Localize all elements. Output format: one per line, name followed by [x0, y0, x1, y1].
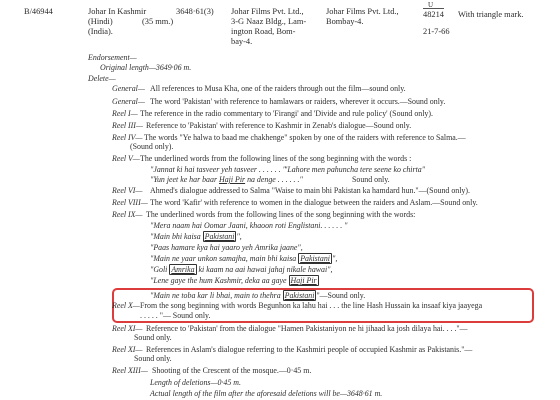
song-line: "Yun jeet ke har baar Haji Pir na denge . . . . . ." — [150, 175, 303, 184]
producer-line-1: Johar Films Pvt. Ltd., — [326, 7, 399, 16]
song-line: "Paas hamare kya hai yaaro yeh Amrika jaane", — [150, 243, 303, 252]
underlined-word: Amrika — [171, 265, 195, 274]
applicant-line-3: ington Road, Bom- — [231, 27, 296, 36]
underlined-word: Pakistani — [300, 254, 330, 263]
producer-line-2: Bombay-4. — [326, 17, 364, 26]
line-text: (Sound only). — [130, 142, 174, 151]
cert-date: 21-7-66 — [423, 27, 450, 36]
delete-heading: Delete— — [88, 74, 116, 83]
line-text: The underlined words from the following lines of the song beginning with the words : — [140, 154, 412, 163]
endorsement-heading: Endorsement— — [88, 53, 137, 62]
line-text: Sound only. — [134, 354, 172, 363]
line-label: Reel XI— — [112, 345, 143, 354]
song-line: "Goli Amrika ki kaam na aai hawai jahaj nikale hawai", — [150, 265, 333, 274]
actual-length: Actual length of the film after the aforesaid deletions will be—3648·61 m. — [150, 389, 383, 398]
line-text: Sound only. — [134, 333, 172, 342]
line-text: All references to Musa Kha, one of the raiders through out the film—sound only. — [150, 84, 406, 93]
line-label: Reel V— — [112, 154, 140, 163]
line-text: The reference in the radio commentary to 'Firangi' and 'Divide and rule policy' (Sound only). — [140, 109, 433, 118]
film-gauge: (35 mm.) — [142, 17, 174, 26]
line-label: Reel XIII— — [112, 366, 148, 375]
line-label: Reel XI— — [112, 324, 143, 333]
line-label: Reel IV— — [112, 133, 143, 142]
applicant-line-4: bay-4. — [231, 37, 253, 46]
line-text: Reference to 'Pakistan' with reference to Kashmir in Zenab's dialogue—Sound only. — [146, 121, 412, 130]
underlined-word: Pakistani — [204, 232, 235, 241]
underlined-word: Pakistani — [284, 291, 315, 300]
deletions-length: Length of deletions—0·45 m. — [150, 378, 241, 387]
line-label: Reel VI— — [112, 186, 143, 195]
song-line: "Lahore men pahuncha tere seene ko chirta" — [284, 165, 426, 174]
film-length: 3648·61(3) — [176, 7, 214, 16]
line-label: Reel VIII— — [112, 198, 148, 207]
song-line: "Mera naam hai Oomar Jaani, khaoon roti Englistani. . . . . . " — [150, 221, 348, 230]
line-text: Shooting of the Crescent of the mosque.—0·45 m. — [152, 366, 312, 375]
line-text: The word 'Pakistan' with reference to hamlawars or raiders, wherever it occurs.—Sound only. — [150, 97, 446, 106]
line-text: Ahmed's dialogue addressed to Salma "Waise to main bhi Pakistan ka hamdard hun."—(Sound only). — [150, 186, 470, 195]
song-line: "Main ne yaar unkon samajha, main bhi kaisa Pakistani ", — [150, 254, 338, 263]
underlined-word: Haji Pir — [290, 276, 317, 285]
line-text: The words "Ye halwa to baad me chakhenge" spoken by one of the raiders with reference to Salma.— — [144, 133, 466, 142]
underlined-word: Haji Pir — [219, 175, 246, 184]
line-text: Reference to 'Pakistan' from the dialogue "Hamen Pakistaniyon ne hi jihaad ka josh dilaya hai. . . ."— — [146, 324, 468, 333]
line-text: The underlined words from the following lines of the song beginning with the words: — [146, 210, 416, 219]
line-text: From the song beginning with words Begunhon ka lahu hai . . . the line Hash Hussain ka insaaf kiya jaayega — [140, 301, 483, 310]
line-text: References in Aslam's dialogue referring to the Kashmiri people of occupied Kashmir as Pakistanis."— — [146, 345, 473, 354]
line-text: . . . . . "— Sound only. — [140, 311, 211, 320]
line-label: Reel III— — [112, 121, 143, 130]
applicant-line-2: 3-G Naaz Bldg., Lam- — [231, 17, 307, 26]
cert-remark: With triangle mark. — [458, 10, 524, 19]
applicant-line-1: Johar Films Pvt. Ltd., — [231, 7, 304, 16]
record-number: B/46944 — [24, 7, 53, 16]
cert-number: 48214 — [423, 10, 444, 19]
song-line: "Main bhi kaisa Pakistani ", — [150, 232, 242, 241]
song-line: "Lene gaye the hum Kashmir, deka aa gaye Haji Pir — [150, 276, 317, 285]
line-label: Reel IX— — [112, 210, 143, 219]
line-label: Reel I— — [112, 109, 138, 118]
song-line: "Jannat ki hai tasveer yeh tasveer . . . . . . " — [150, 165, 286, 174]
film-title: Johar In Kashmir — [88, 7, 147, 16]
line-label: General— — [112, 97, 145, 106]
line-text: The word 'Kafir' with reference to women in the dialogue between the raiders and Aslam.—Sound only. — [150, 198, 478, 207]
song-line: "Main ne toba kar li bhai, main to thehra Pakistani "—Sound only. — [150, 291, 366, 300]
sound-only-note: Sound only. — [352, 175, 390, 184]
film-language: (Hindi) — [88, 17, 113, 26]
line-label: Reel X— — [112, 301, 140, 310]
line-label: General— — [112, 84, 145, 93]
original-length: Original length—3649·06 m. — [100, 63, 192, 72]
film-country: (India). — [88, 27, 113, 36]
cert-prefix: U — [428, 1, 434, 9]
